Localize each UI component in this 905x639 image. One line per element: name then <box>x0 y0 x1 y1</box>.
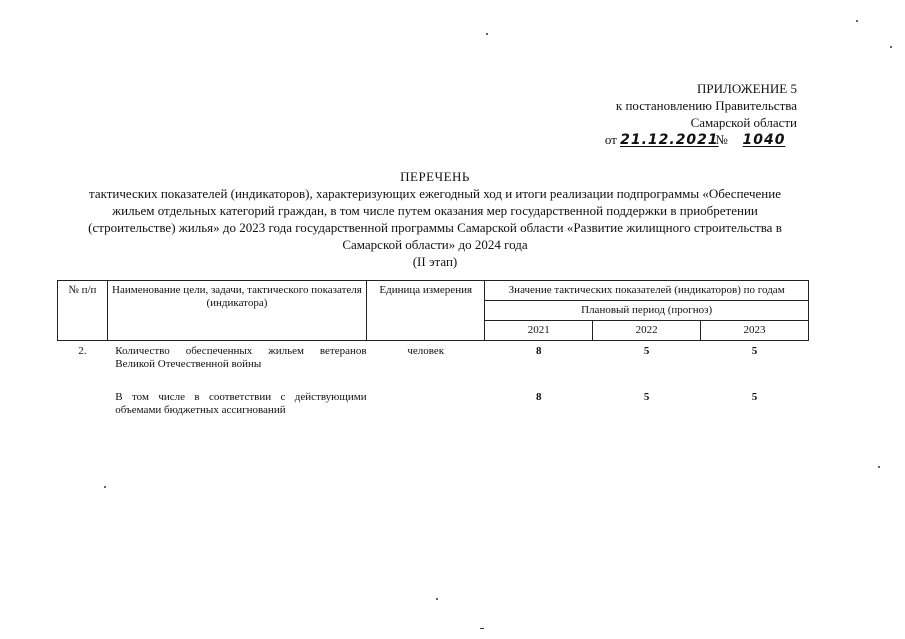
appendix-line-2: Самарской области <box>690 115 797 130</box>
header-year-2022: 2022 <box>593 321 701 341</box>
document-title-block <box>70 168 800 270</box>
row-value-2023: 5 <box>751 391 758 403</box>
appendix-block <box>605 80 797 149</box>
appendix-line-1: к постановлению Правительства <box>615 98 797 113</box>
scan-speck <box>104 486 106 488</box>
appendix-title: ПРИЛОЖЕНИЕ 5 <box>697 81 797 96</box>
document-description: тактических показателей (индикаторов), характеризующих ежегодный ход и итоги реализации подпрограммы «Обеспечение жильем отдельных категорий граждан, в том числе путем оказания мер государственной поддержки в приобретении (строительстве) жилья» до 2023 года государственной программы Самарской области «Развитие жилищного строительства в Самарской области» до 2024 года <box>88 186 782 252</box>
row-unit: человек <box>407 345 445 357</box>
row-value-2021: 8 <box>536 391 542 403</box>
from-label: от <box>604 132 617 147</box>
row-num <box>58 371 108 417</box>
header-unit: Единица измерения <box>367 281 485 341</box>
header-year-2021: 2021 <box>485 321 593 341</box>
number-label: № <box>715 132 728 147</box>
header-period: Плановый период (прогноз) <box>485 301 809 321</box>
row-value-2023: 5 <box>751 345 758 357</box>
scan-speck <box>486 33 488 35</box>
row-name: В том числе в соответствии с действующими объемами бюджетных ассигнований <box>115 391 367 416</box>
header-year-2023: 2023 <box>701 321 809 341</box>
scan-speck <box>436 598 438 600</box>
row-value-2022: 5 <box>643 391 650 403</box>
handwritten-number: 1040 <box>742 132 786 148</box>
document-heading: ПЕРЕЧЕНЬ <box>400 169 470 184</box>
row-value-2021: 8 <box>536 345 542 357</box>
header-num: № п/п <box>58 281 108 341</box>
appendix-date-number <box>605 131 797 149</box>
table-row <box>58 371 809 417</box>
table-row <box>58 341 809 372</box>
handwritten-date: 21.12.2021 <box>620 132 719 148</box>
row-value-2022: 5 <box>643 345 650 357</box>
row-num: 2. <box>78 345 87 357</box>
scan-speck <box>480 628 484 629</box>
row-name: Количество обеспеченных жильем ветеранов Великой Отечественной войны <box>115 345 367 370</box>
row-unit <box>367 371 485 417</box>
indicators-table <box>57 280 809 417</box>
scan-speck <box>856 20 858 22</box>
scan-speck <box>878 466 880 468</box>
header-name: Наименование цели, задачи, тактического показателя (индикатора) <box>107 281 366 341</box>
scan-speck <box>890 46 892 48</box>
header-values-group: Значение тактических показателей (индикаторов) по годам <box>485 281 809 301</box>
document-stage: (II этап) <box>412 254 458 269</box>
